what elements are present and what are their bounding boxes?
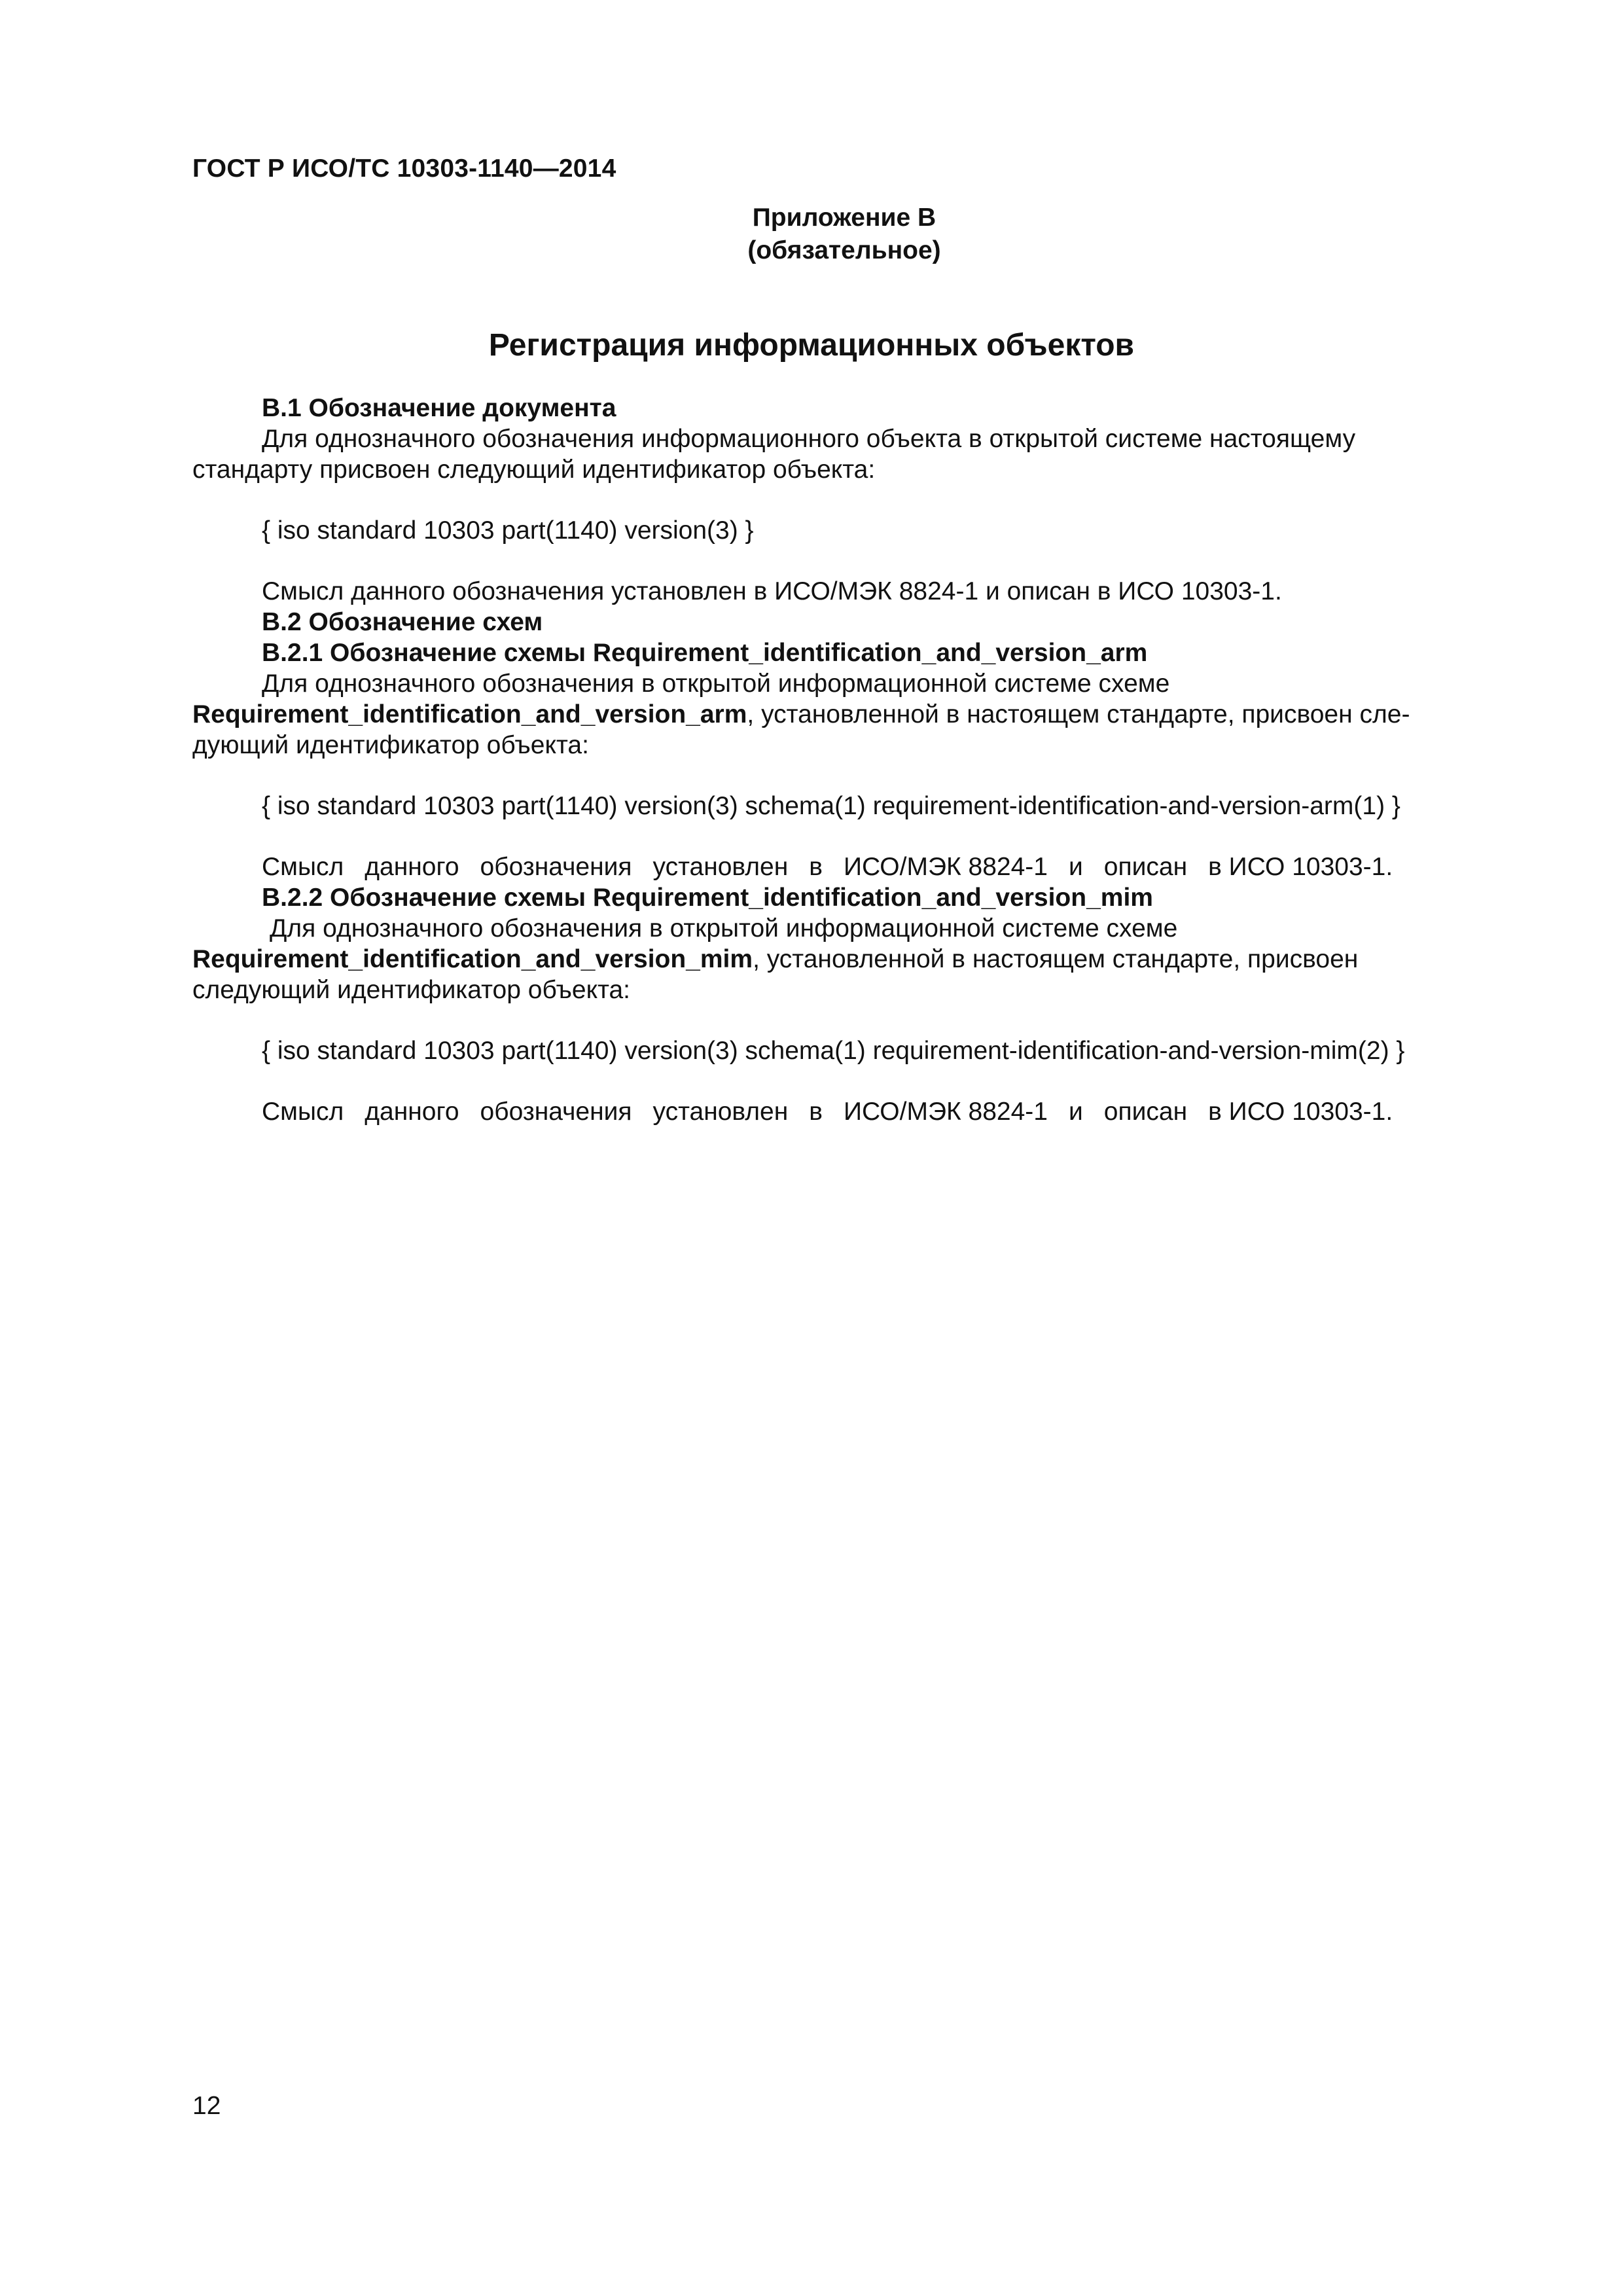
section-b21-para-line3: дующий идентификатор объекта: (192, 731, 589, 759)
section-b1-identifier: { iso standard 10303 part(1140) version(3) } (262, 516, 754, 545)
meaning-word: описан (1103, 853, 1188, 881)
appendix-heading (654, 202, 1034, 267)
section-b22-schema-name: Requirement_identification_and_version_mim (192, 945, 753, 973)
meaning-word: и (1069, 853, 1083, 881)
section-b22-meaning (192, 1096, 1623, 1127)
meaning-word: обозначения (480, 1098, 632, 1126)
meaning-word: и (1069, 1098, 1083, 1126)
meaning-word: в ИСО 10303-1. (1208, 1098, 1393, 1126)
meaning-word: ИСО/МЭК 8824-1 (843, 853, 1048, 881)
meaning-word: Смысл (262, 1098, 344, 1126)
meaning-word: данного (365, 1098, 459, 1126)
appendix-type: (обязательное) (747, 236, 941, 264)
page-number: 12 (192, 2092, 221, 2120)
meaning-word: установлен (652, 1098, 789, 1126)
meaning-word: в ИСО 10303-1. (1208, 853, 1393, 881)
document-body (192, 393, 1488, 1127)
section-b22-identifier: { iso standard 10303 part(1140) version(3) schema(1) requirement-identification-and-version-mim(2) } (262, 1037, 1405, 1065)
section-b1-para-line1: Для однозначного обозначения информационного объекта в открытой системе настоящему (262, 425, 1356, 453)
section-b22-para-line1: Для однозначного обозначения в открытой информационной системе схеме (270, 914, 1178, 942)
section-b2-heading: В.2 Обозначение схем (262, 608, 543, 636)
section-b1-meaning: Смысл данного обозначения установлен в ИСО/МЭК 8824-1 и описан в ИСО 10303-1. (262, 577, 1282, 605)
section-b1-heading: В.1 Обозначение документа (262, 394, 616, 422)
meaning-word: ИСО/МЭК 8824-1 (843, 1098, 1048, 1126)
meaning-word: в (809, 1098, 823, 1126)
section-b1-para-line2: стандарту присвоен следующий идентификатор объекта: (192, 456, 876, 484)
section-b21-schema-name: Requirement_identification_and_version_arm (192, 700, 747, 728)
appendix-label: Приложение В (752, 204, 936, 232)
section-b22-heading: В.2.2 Обозначение схемы Requirement_identification_and_version_mim (262, 884, 1153, 912)
meaning-word: в (809, 853, 823, 881)
section-b22-para-line2 (192, 944, 1488, 975)
section-b21-para-line2 (192, 699, 1488, 730)
meaning-word: описан (1103, 1098, 1188, 1126)
standard-code-header: ГОСТ Р ИСО/ТС 10303-1140—2014 (192, 154, 616, 183)
section-b21-para-line1: Для однозначного обозначения в открытой информационной системе схеме (262, 670, 1170, 698)
meaning-word: установлен (652, 853, 789, 881)
section-b21-para-line2-rest: , установленной в настоящем стандарте, присвоен сле- (747, 700, 1410, 728)
meaning-word: Смысл (262, 853, 344, 881)
section-b22-para-line3: следующий идентификатор объекта: (192, 976, 631, 1004)
section-b21-heading: В.2.1 Обозначение схемы Requirement_identification_and_version_arm (262, 639, 1148, 667)
section-b22-para-line2-rest: , установленной в настоящем стандарте, присвоен (753, 945, 1359, 973)
meaning-word: данного (365, 853, 459, 881)
page-title: Регистрация информационных объектов (488, 328, 1135, 363)
section-b21-meaning (192, 852, 1623, 882)
section-b21-identifier: { iso standard 10303 part(1140) version(3) schema(1) requirement-identification-and-version-arm(1) } (262, 792, 1400, 820)
meaning-word: обозначения (480, 853, 632, 881)
